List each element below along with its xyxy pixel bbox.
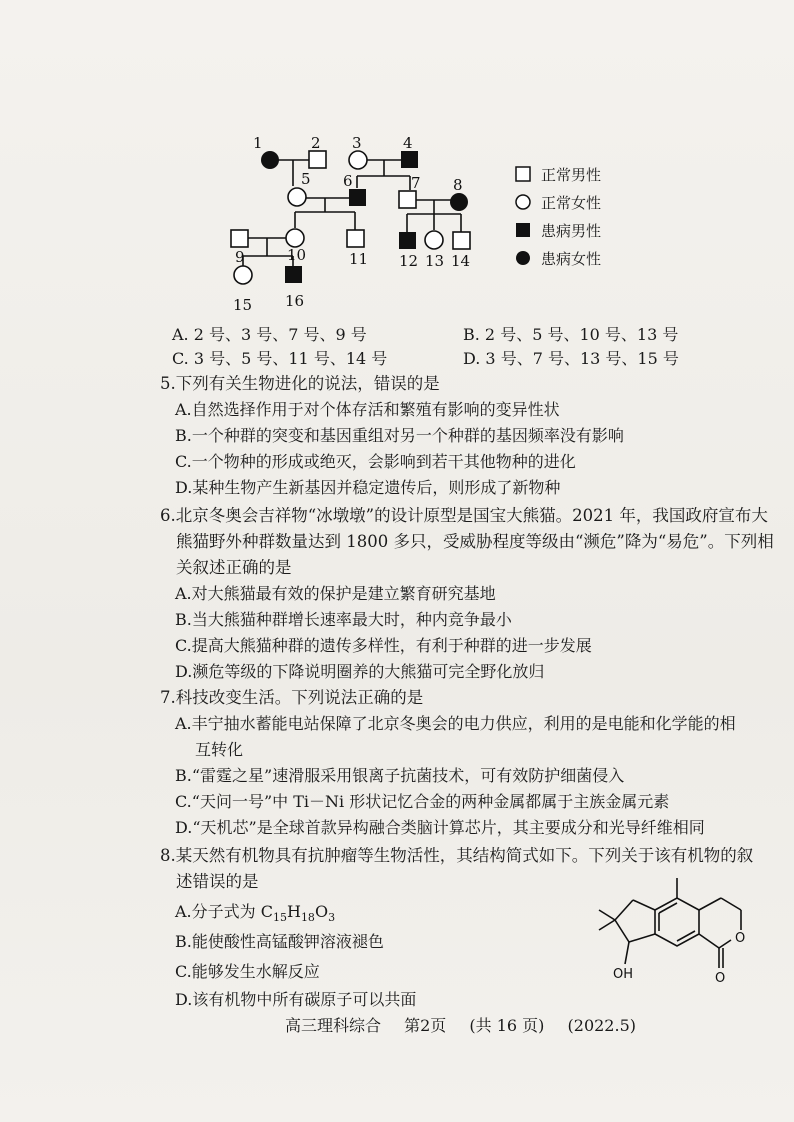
q8-option-c: C.能够发生水解反应 [175,962,320,981]
molecule-ring-o-label: O [735,931,745,946]
q6-stem-line1: 6.北京冬奥会吉祥物“冰墩墩”的设计原型是国宝大熊猫。2021 年，我国政府宣布大 [160,506,768,525]
formula-h-count: 18 [300,911,315,925]
footer-total: (共 16 页) [469,1016,545,1035]
q6-option-d: D.濒危等级的下降说明圈养的大熊猫可完全野化放归 [175,662,545,681]
legend-affected-male [515,216,655,244]
pedigree-label-13: 13 [425,252,445,270]
pedigree-label-12: 12 [399,252,419,270]
molecule-structure [595,870,745,1020]
q7-option-a-line1: A.丰宁抽水蓄能电站保障了北京冬奥会的电力供应，利用的是电能和化学能的相 [175,714,736,733]
pedigree-label-15: 15 [233,296,253,314]
footer-date: (2022.5) [567,1016,636,1035]
q8-stem-line2: 述错误的是 [176,872,259,891]
pedigree-label-8: 8 [453,176,463,194]
pedigree-label-9: 9 [235,248,245,266]
q5-stem: 5.下列有关生物进化的说法，错误的是 [160,374,440,393]
legend-affected-female [515,244,655,272]
square-outline-icon [515,166,541,182]
q5-option-c: C.一个物种的形成或绝灭，会影响到若干其他物种的进化 [175,452,576,471]
pedigree-label-14: 14 [451,252,471,270]
q4-option-a: A. 2 号、3 号、7 号、9 号 [172,325,367,344]
legend-label: 患病女性 [541,249,602,268]
q5-option-d: D.某种生物产生新基因并稳定遗传后，则形成了新物种 [175,478,561,497]
q8-option-b: B.能使酸性高锰酸钾溶液褪色 [175,932,384,951]
q6-option-a: A.对大熊猫最有效的保护是建立繁育研究基地 [175,584,496,603]
pedigree-label-11: 11 [349,250,369,268]
q8-stem-line1: 8.某天然有机物具有抗肿瘤等生物活性，其结构简式如下。下列关于该有机物的叙 [160,846,754,865]
q7-option-c: C.“天问一号”中 Ti－Ni 形状记忆合金的两种金属都属于主族金属元素 [175,792,670,811]
formula-o: O [314,902,329,921]
footer-page: 第2页 [404,1016,447,1035]
q6-option-c: C.提高大熊猫种群的遗传多样性，有利于种群的进一步发展 [175,636,592,655]
q7-option-b: B.“雷霆之星”速滑服采用银离子抗菌技术，可有效防护细菌侵入 [175,766,625,785]
q5-option-b: B.一个种群的突变和基因重组对另一个种群的基因频率没有影响 [175,426,624,445]
formula-o-count: 3 [328,911,336,925]
page-footer [285,1013,654,1036]
q4-option-c: C. 3 号、5 号、11 号、14 号 [172,349,388,368]
pedigree-label-4: 4 [403,134,413,152]
molecule-oh-label: OH [613,967,634,982]
q7-stem: 7.科技改变生活。下列说法正确的是 [160,688,424,707]
pedigree-label-6: 6 [343,172,353,190]
q5-option-a: A.自然选择作用于对个体存活和繁殖有影响的变异性状 [175,400,560,419]
footer-subject: 高三理科综合 [285,1016,382,1035]
pedigree-label-1: 1 [253,134,263,152]
legend-label: 患病男性 [541,221,602,240]
pedigree-label-5: 5 [301,170,311,188]
q8-option-d: D.该有机物中所有碳原子可以共面 [175,990,417,1009]
pedigree-legend [515,160,655,272]
q7-option-a-line2: 互转化 [195,740,244,759]
pedigree-label-3: 3 [352,134,362,152]
q4-option-d: D. 3 号、7 号、13 号、15 号 [463,349,679,368]
legend-normal-male [515,160,655,188]
q8-option-a [175,902,335,928]
circle-outline-icon [515,194,541,210]
legend-label: 正常男性 [541,165,602,184]
q4-option-b: B. 2 号、5 号、10 号、13 号 [463,325,679,344]
pedigree-label-2: 2 [311,134,321,152]
formula-h: H [286,902,301,921]
circle-filled-icon [515,250,541,266]
q6-stem-line3: 关叙述正确的是 [176,558,292,577]
formula-c-count: 15 [272,911,287,925]
molecule-keto-o-label: O [715,971,726,986]
pedigree-label-16: 16 [285,292,305,310]
pedigree-label-10: 10 [287,246,307,264]
q6-stem-line2: 熊猫野外种群数量达到 1800 多只，受威胁程度等级由“濒危”降为“易危”。下列相 [176,532,774,551]
q7-option-d: D.“天机芯”是全球首款异构融合类脑计算芯片，其主要成分和光导纤维相同 [175,818,705,837]
pedigree-label-7: 7 [411,174,421,192]
legend-label: 正常女性 [541,193,602,212]
legend-normal-female [515,188,655,216]
square-filled-icon [515,222,541,238]
q6-option-b: B.当大熊猫种群增长速率最大时，种内竞争最小 [175,610,512,629]
q8-option-a-prefix: A.分子式为 C [175,902,273,921]
